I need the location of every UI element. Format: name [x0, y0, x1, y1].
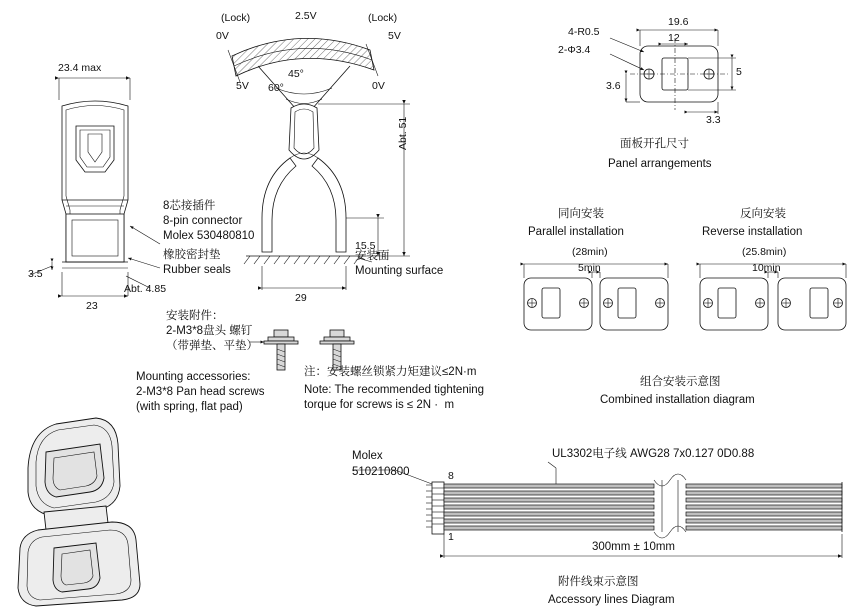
angle-inner-label: 45° — [288, 68, 304, 80]
lock-right-label: (Lock) — [368, 12, 398, 24]
front-depth-dim: Abt. 4.85 — [124, 283, 167, 295]
connector-callout-cn: 8芯接插件 — [163, 200, 216, 212]
torque-note-cn: 注：安装螺丝锁紧力矩建议≤2N·m — [304, 366, 477, 378]
panel-title-en: Panel arrangements — [608, 158, 712, 170]
accessories-line3-en: (with spring, flat pad) — [136, 401, 243, 413]
accessories-line3-cn: （带弹垫、平垫） — [166, 340, 258, 352]
voltage-right-bottom-label: 0V — [372, 80, 385, 92]
front-bottom-dim: 23 — [86, 300, 98, 312]
connector-part-number: Molex 530480810 — [163, 230, 255, 242]
parallel-title-cn: 同向安装 — [558, 208, 604, 220]
cable-wire-spec: UL3302电子线 AWG28 7x0.127 0D0.88 — [552, 448, 755, 460]
voltage-center-label: 2.5V — [295, 10, 317, 22]
seals-callout-cn: 橡胶密封垫 — [163, 249, 221, 261]
panel-dim-right: 5 — [736, 66, 742, 78]
cable-pin-top: 8 — [448, 470, 454, 482]
panel-dim-inner: 12 — [668, 32, 680, 44]
voltage-left-bottom-label: 5V — [236, 80, 249, 92]
cable-caption-cn: 附件线束示意图 — [558, 576, 639, 588]
mounting-surface-cn: 安装面 — [355, 250, 390, 262]
lock-left-label: (Lock) — [221, 12, 251, 24]
parallel-dim-outer: (28min) — [572, 246, 608, 258]
sub-dim-label: 15.5 — [355, 240, 376, 252]
front-width-dim: 23.4 max — [58, 62, 102, 74]
installation-caption-cn: 组合安装示意图 — [640, 376, 721, 388]
reverse-title-en: Reverse installation — [702, 226, 803, 238]
front-small-dim: 3.5 — [28, 268, 43, 280]
screw-accessories-group — [250, 330, 354, 370]
seals-callout-en: Rubber seals — [163, 264, 231, 276]
parallel-title-en: Parallel installation — [528, 226, 624, 238]
reverse-dim-outer: (25.8min) — [742, 246, 787, 258]
cable-length-dim: 300mm ± 10mm — [592, 541, 675, 553]
accessories-line2-cn: 2-M3*8盘头 螺钉 — [166, 325, 253, 337]
angle-width-dim-label: 29 — [295, 292, 307, 304]
panel-dim-top: 19.6 — [668, 16, 689, 28]
panel-dim-bottom: 3.3 — [706, 114, 721, 126]
panel-hole-dim: 2-Φ3.4 — [558, 44, 591, 56]
voltage-left-top-label: 0V — [216, 30, 229, 42]
panel-dim-left: 3.6 — [606, 80, 621, 92]
torque-note-en-1: Note: The recommended tightening — [304, 384, 485, 396]
reverse-title-cn: 反向安装 — [740, 208, 786, 220]
installation-caption-en: Combined installation diagram — [600, 394, 755, 406]
front-view-group — [30, 78, 160, 296]
accessories-title-en: Mounting accessories: — [136, 371, 251, 383]
panel-title-cn: 面板开孔尺寸 — [620, 138, 689, 150]
panel-radius-dim: 4-R0.5 — [568, 26, 600, 38]
accessories-line2-en: 2-M3*8 Pan head screws — [136, 386, 265, 398]
parallel-dim-inner: 5min — [578, 262, 601, 274]
voltage-right-top-label: 5V — [388, 30, 401, 42]
reverse-dim-inner: 10min — [752, 262, 781, 274]
connector-callout-en: 8-pin connector — [163, 215, 243, 227]
mounting-surface-en: Mounting surface — [355, 265, 444, 277]
cable-caption-en: Accessory lines Diagram — [548, 594, 675, 606]
angle-outer-label: 60° — [268, 82, 284, 94]
torque-note-en-2: torque for screws is ≤ 2N · m — [304, 399, 455, 411]
cable-connector-part: 510210800 — [352, 466, 410, 478]
cable-connector-brand: Molex — [352, 450, 383, 462]
scanner-3d-view — [18, 418, 140, 606]
accessories-title-cn: 安装附件： — [166, 310, 224, 322]
height-dim-label: Abt. 51 — [397, 116, 409, 150]
cable-pin-bottom: 1 — [448, 531, 454, 543]
